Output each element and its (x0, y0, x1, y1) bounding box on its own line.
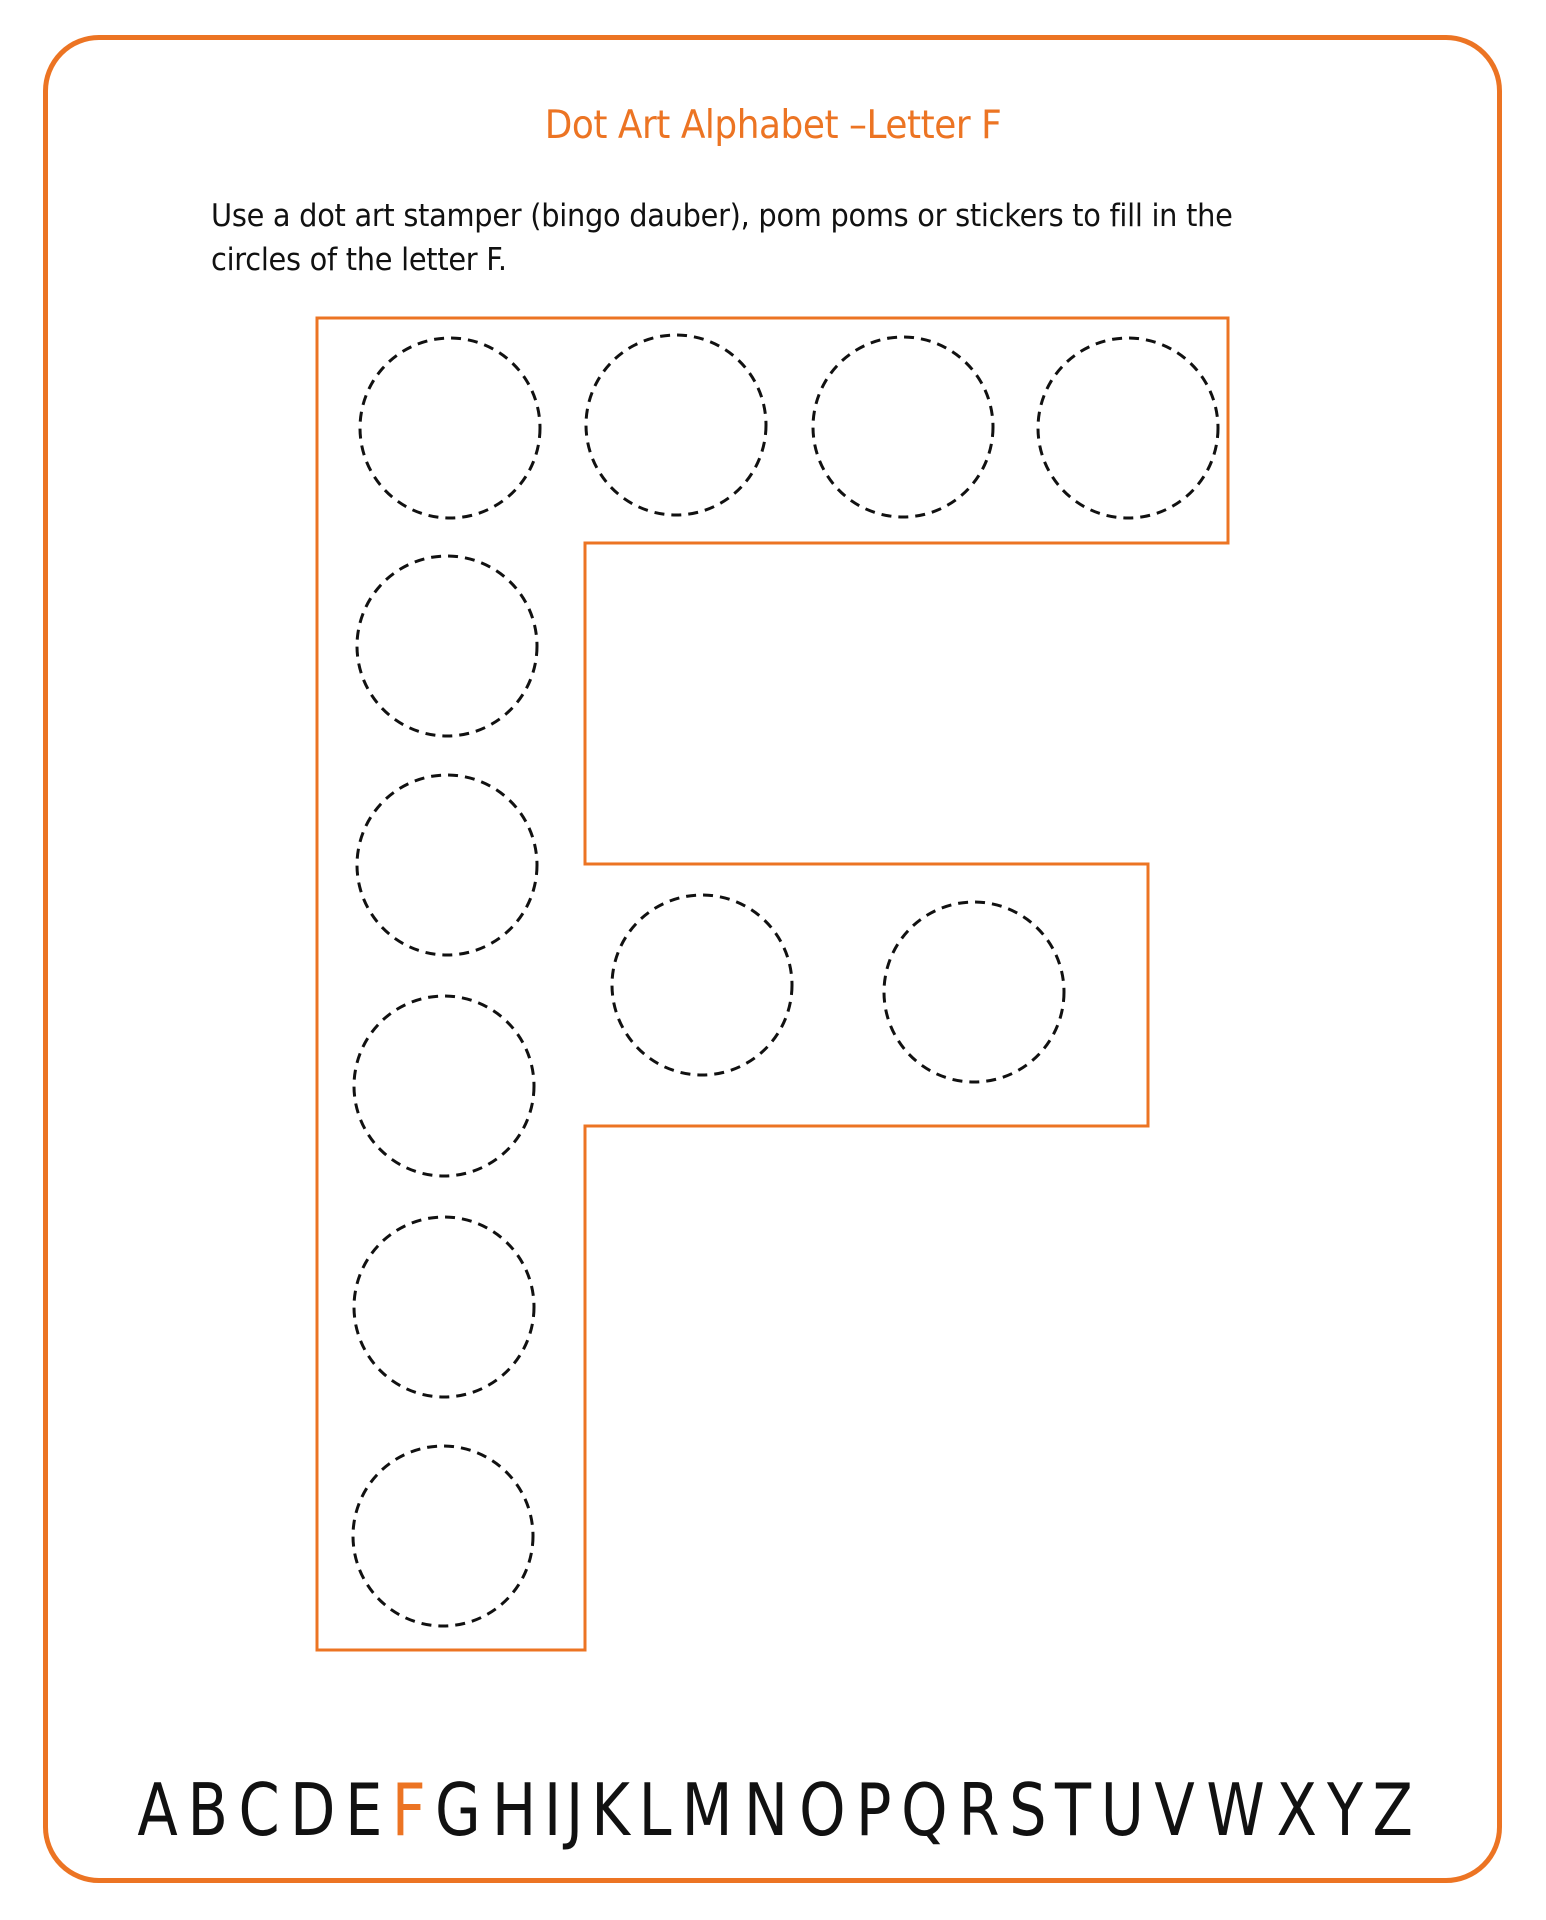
alphabet-letter-j: J (566, 1768, 584, 1852)
alphabet-letter-v: V (1154, 1768, 1195, 1852)
worksheet-title: Dot Art Alphabet –Letter F (544, 103, 1002, 148)
alphabet-row (133, 1770, 1417, 1850)
alphabet-letter-k: K (590, 1768, 630, 1852)
dot-circles (353, 335, 1218, 1626)
dot-circle-4[interactable] (1038, 338, 1218, 518)
alphabet-letter-x: X (1276, 1768, 1318, 1852)
dot-circle-3[interactable] (813, 337, 993, 517)
alphabet-letter-n: N (743, 1768, 789, 1852)
alphabet-letter-p: P (855, 1768, 892, 1852)
alphabet-letter-a: A (137, 1768, 178, 1852)
alphabet-letter-e: E (345, 1768, 383, 1852)
alphabet-letter-o: O (798, 1768, 846, 1852)
dot-circle-9[interactable] (353, 1446, 533, 1626)
alphabet-letter-y: Y (1326, 1768, 1363, 1852)
dot-circle-2[interactable] (586, 335, 766, 515)
alphabet-letter-m: M (681, 1768, 733, 1852)
alphabet-letter-h: H (491, 1768, 537, 1852)
alphabet-letter-s: S (1008, 1768, 1047, 1852)
instructions-line-1: Use a dot art stamper (bingo dauber), pom poms or stickers to fill in the (211, 198, 1233, 234)
instructions-line-2: circles of the letter F. (211, 242, 507, 278)
alphabet-letter-f: F (391, 1768, 426, 1852)
dot-circle-8[interactable] (354, 1217, 534, 1397)
alphabet-letter-u: U (1100, 1768, 1145, 1852)
alphabet-letter-q: Q (901, 1768, 948, 1852)
alphabet-letter-w: W (1206, 1768, 1265, 1852)
dot-circle-5[interactable] (357, 556, 537, 736)
dot-circle-1[interactable] (360, 338, 540, 518)
alphabet-letter-b: B (187, 1768, 229, 1852)
dot-circle-10[interactable] (612, 895, 792, 1075)
dot-circle-6[interactable] (357, 775, 537, 955)
alphabet-letter-r: R (958, 1768, 1000, 1852)
alphabet-letter-i: I (544, 1768, 562, 1852)
alphabet-letter-z: Z (1372, 1768, 1413, 1852)
alphabet-letter-d: D (289, 1768, 336, 1852)
dot-circle-11[interactable] (884, 902, 1064, 1082)
dot-circle-7[interactable] (354, 996, 534, 1176)
alphabet-letter-c: C (238, 1768, 280, 1852)
alphabet-letter-t: T (1055, 1768, 1092, 1852)
alphabet-letter-l: L (638, 1768, 672, 1852)
alphabet-letter-g: G (435, 1768, 482, 1852)
